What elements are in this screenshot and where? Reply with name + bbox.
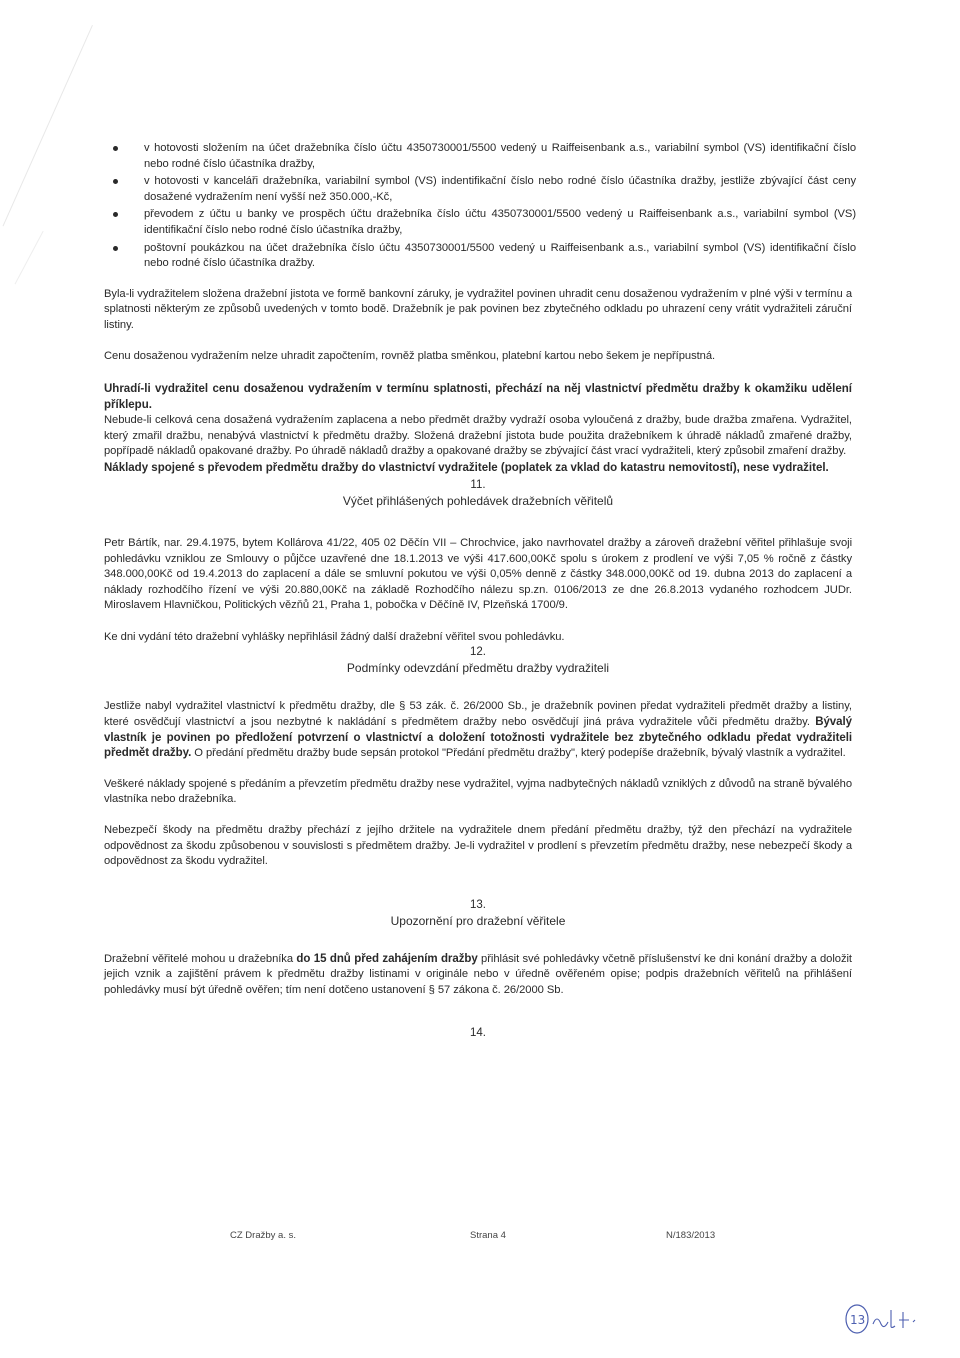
svg-text:13: 13 bbox=[850, 1313, 866, 1327]
footer-reference: N/183/2013 bbox=[666, 1230, 716, 1241]
list-item: převodem z účtu u banky ve prospěch účtu dražebníka číslo účtu 4350730001/5500 vedený u Raiffeisenbank a.s., variabilní symbol (VS) identifikační číslo nebo rodné číslo účastníka dražby, bbox=[104, 207, 856, 238]
paragraph-costs: Náklady spojené s převodem předmětu dražby do vlastnictví vydražitele (poplatek za vklad do katastru nemovitostí), nese vydražitel. bbox=[104, 461, 829, 474]
list-item: v hotovosti složením na účet dražebníka číslo účtu 4350730001/5500 vedený u Raiffeisenbank a.s., variabilní symbol (VS) identifikační číslo nebo rodné číslo účastníka dražby, bbox=[104, 141, 856, 172]
section-11-number: 11. bbox=[470, 478, 486, 491]
bullet-icon bbox=[113, 246, 118, 251]
bullet-icon bbox=[113, 146, 118, 151]
section-13-number: 13. bbox=[470, 898, 486, 911]
paragraph-creditor-notice: Dražební věřitelé mohou u dražebníka do 15 dnů před zahájením dražby přihlásit své pohledávky včetně příslušenství ke dni konání dražby a doložit jejich vznik a zajištění právem k předmětu dražby listinami v originále nebo v úředně ověřeném opise; podpis dražebních věřitelů na přihlášení pohledávky musí být úředně ověřen; tím není dotčeno ustanovení § 57 zákona č. 26/2000 Sb. bbox=[104, 952, 852, 996]
paragraph-risk-of-damage: Nebezpečí škody na předmětu dražby přechází z jejího držitele na vydražitele dnem předání předmětu dražby, týž den přechází na vydražitele odpovědnost za škodu způsobenou v souvislosti s předmětem dražby. Je-li vydražitel v prodlení s převzetím předmětu dražby, nese nebezpečí škody a odpovědnost za škodu vydražitel. bbox=[104, 824, 852, 868]
section-12-number: 12. bbox=[470, 646, 486, 659]
paragraph-no-other-creditors: Ke dni vydání této dražební vyhlášky nepřihlásil žádný další dražební věřitel svou pohledávku. bbox=[104, 630, 565, 643]
handwritten-stamp bbox=[843, 1302, 933, 1343]
paragraph-handover-costs: Veškeré náklady spojené s předáním a převzetím předmětu dražby nese vydražitel, vyjma nadbytečných nákladů vzniklých z důvodů na straně bývalého vlastníka nebo dražebníka. bbox=[104, 777, 852, 806]
footer-page-number: Strana 4 bbox=[470, 1230, 506, 1241]
list-item: poštovní poukázkou na účet dražebníka číslo účtu 4350730001/5500 vedený u Raiffeisenbank a.s., variabilní symbol (VS) identifikační číslo nebo rodné číslo účastníka dražby. bbox=[104, 241, 856, 272]
document-body bbox=[104, 141, 856, 1041]
paragraph-ownership-transfer: Uhradí-li vydražitel cenu dosaženou vydražením v termínu splatnosti, přechází na něj vlastnictví předmětu dražby k okamžiku udělení příklepu. bbox=[104, 383, 852, 412]
section-14-number: 14. bbox=[470, 1026, 486, 1039]
paragraph-no-offset: Cenu dosaženou vydražením nelze uhradit započtením, rovněž platba směnkou, platební kartou nebo šekem je nepřípustná. bbox=[104, 349, 716, 362]
paragraph-handover: Jestliže nabyl vydražitel vlastnictví k předmětu dražby, dle § 53 zák. č. 26/2000 Sb., je dražebník povinen předat vydražiteli předmět dražby a listiny, které osvědčují vlastnictví a jsou nezbytné k nakládání s předmětem dražby nebo osvědčují jiná práva vydražitele vůči předmětu dražby. Bývalý vlastník je povinen po předložení potvrzení o vlastnictví a doložení totožnosti vydražitele bez zbytečného odkladu předat vydražiteli předmět dražby. O předání předmětu dražby bude sepsán protokol "Předání předmětu dražby", který podepíše dražebník, bývalý vlastník a vydražitel. bbox=[104, 700, 852, 760]
paragraph-guarantee: Byla-li vydražitelem složena dražební jistota ve formě bankovní záruky, je vydražitel povinen uhradit cenu dosaženou vydražením v plné výši v termínu a splatnosti některým ze způsobů uvedených v tomto bodě. Dražebník je pak povinen bez zbytečného odkladu po uhrazení ceny vrátit vydražiteli záruční listiny. bbox=[104, 287, 852, 331]
section-12-title: Podmínky odevzdání předmětu dražby vydražiteli bbox=[346, 661, 610, 676]
paragraph-creditor-claim: Petr Bártík, nar. 29.4.1975, bytem Kollárova 41/22, 405 02 Děčín VII – Chrochvice, jako navrhovatel dražby a zároveň dražební věřitel přihlašuje svoji pohledávku vzniklou ze Smlouvy o půjčce uzavřené dne 18.1.2013 ve výši 417.600,00Kč spolu s úrokem z prodlení ve výši 7,05 % ročně z částky 348.000,00Kč od 19.4.2013 do zaplacení a dále se smluvní pokutou ve výši 0,05% denně z částky 348.000,00Kč od 19. dubna 2013 do zaplacení a náklady rozhodčího řízení ve výši 20.880,00Kč na základě Rozhodčího nálezu sp.zn. 0106/2013 ze dne 26.8.2013 vydaného rozhodcem JUDr. Miroslavem Hlavničkou, Politických vězňů 21, Praha 1, pobočka v Děčíně IV, Plzeňská 1700/9. bbox=[104, 536, 852, 612]
section-11-title: Výčet přihlášených pohledávek dražebních věřitelů bbox=[342, 493, 614, 508]
bullet-icon bbox=[113, 179, 118, 184]
section-13-title: Upozornění pro dražební věřitele bbox=[390, 913, 566, 928]
bullet-icon bbox=[113, 212, 118, 217]
handwritten-page-mark-icon bbox=[843, 1302, 933, 1338]
footer-company: CZ Dražby a. s. bbox=[230, 1230, 296, 1241]
paragraph-thwarted-auction: Nebude-li celková cena dosažená vydražením zaplacena a nebo předmět dražby vydraží osoba vyloučená z dražby, bude dražba zmařena. Vydražitel, který zmařil dražbu, nenabývá vlastnictví k předmětu dražby. Složená dražební jistota bude použita dražebníkem k úhradě nákladů zmařené dražby, popřípadě nákladů opakované dražby. Po úhradě nákladů dražby a opakované dražby se zbývající část vrací vydražiteli, který způsobil zmaření dražby. bbox=[104, 414, 852, 458]
list-item: v hotovosti v kanceláři dražebníka, variabilní symbol (VS) indentifikační číslo nebo rodné číslo účastníka dražby, jestliže zbývající část ceny dosažené vydražením není vyšší než 350.000,-Kč, bbox=[104, 174, 856, 205]
payment-methods-list bbox=[104, 141, 856, 272]
